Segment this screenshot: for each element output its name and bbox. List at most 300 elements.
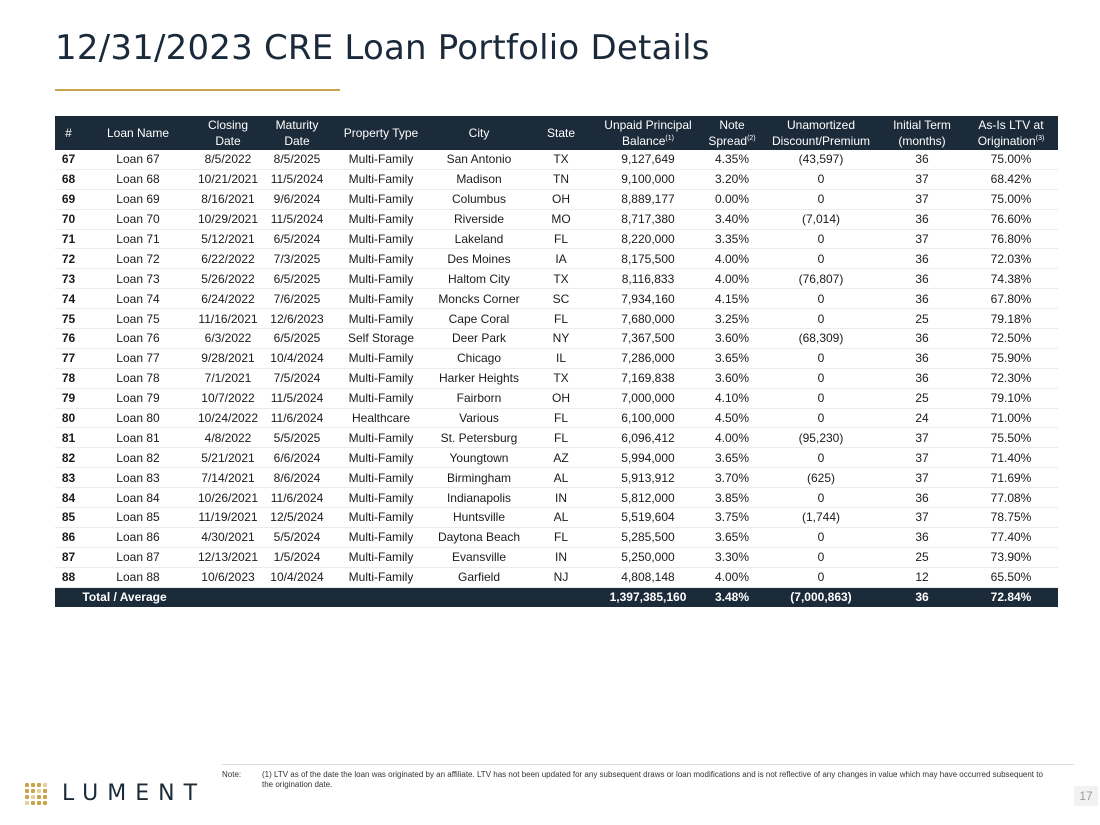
cell-discount-premium: 0 [762,229,880,249]
cell-state: SC [528,289,594,309]
cell-loan-name: Loan 67 [82,150,194,169]
cell-ltv: 72.50% [964,329,1058,349]
cell-unpaid-balance: 7,680,000 [594,309,702,329]
cell-state: MO [528,209,594,229]
cell-closing-date: 11/16/2021 [194,309,262,329]
cell-discount-premium: (43,597) [762,150,880,169]
total-row [55,587,1058,607]
cell-city: St. Petersburg [430,428,528,448]
cell-note-spread: 4.00% [702,249,762,269]
cell-closing-date: 6/22/2022 [194,249,262,269]
cell-unpaid-balance: 7,286,000 [594,348,702,368]
cell-state: TN [528,169,594,189]
cell-maturity-date: 10/4/2024 [262,567,332,587]
col-header-spread-line2: Spread [708,134,748,148]
cell-number: 75 [55,309,82,329]
col-header-disc-line2: Discount/Premium [771,134,871,148]
cell-maturity-date: 5/5/2024 [262,527,332,547]
cell-property-type: Multi-Family [332,428,430,448]
cell-discount-premium: 0 [762,169,880,189]
cell-closing-date: 8/5/2022 [194,150,262,169]
footnote-marker-1: (1) [665,135,674,142]
cell-initial-term: 25 [880,309,964,329]
logo-wordmark: LUMENT [62,781,207,806]
table-row [55,547,1058,567]
cell-unpaid-balance: 8,889,177 [594,189,702,209]
cell-loan-name: Loan 84 [82,488,194,508]
total-upb: 1,397,385,160 [594,587,702,607]
cell-number: 68 [55,169,82,189]
cell-maturity-date: 7/3/2025 [262,249,332,269]
cell-ltv: 77.08% [964,488,1058,508]
cell-number: 72 [55,249,82,269]
cell-maturity-date: 6/5/2025 [262,269,332,289]
col-header-ltv-line2: Origination [977,134,1036,148]
col-header-city: City [430,116,528,150]
cell-city: Huntsville [430,508,528,528]
total-label: Total / Average [55,587,194,607]
cell-ltv: 77.40% [964,527,1058,547]
cell-city: Riverside [430,209,528,229]
cell-unpaid-balance: 5,812,000 [594,488,702,508]
note-label: Note: [222,770,242,779]
footnote-marker-2: (2) [747,135,756,142]
cell-maturity-date: 11/6/2024 [262,408,332,428]
table-row [55,448,1058,468]
cell-discount-premium: (1,744) [762,508,880,528]
cell-ltv: 76.60% [964,209,1058,229]
cell-maturity-date: 7/5/2024 [262,368,332,388]
cell-discount-premium: 0 [762,348,880,368]
cell-city: Moncks Corner [430,289,528,309]
total-ltv: 72.84% [964,587,1058,607]
cell-note-spread: 4.00% [702,428,762,448]
cell-loan-name: Loan 73 [82,269,194,289]
cell-loan-name: Loan 78 [82,368,194,388]
cell-closing-date: 10/21/2021 [194,169,262,189]
table-row [55,150,1058,169]
cell-ltv: 78.75% [964,508,1058,528]
cell-discount-premium: 0 [762,309,880,329]
cell-initial-term: 36 [880,249,964,269]
cell-number: 80 [55,408,82,428]
total-term: 36 [880,587,964,607]
col-header-property-type: Property Type [332,116,430,150]
cell-number: 73 [55,269,82,289]
col-header-upb-line1: Unpaid Principal [604,118,692,132]
cell-city: Deer Park [430,329,528,349]
cell-note-spread: 3.35% [702,229,762,249]
cell-discount-premium: (76,807) [762,269,880,289]
col-header-closing-line1: Closing [207,118,249,132]
cell-unpaid-balance: 7,367,500 [594,329,702,349]
cell-state: IL [528,348,594,368]
cell-maturity-date: 11/5/2024 [262,209,332,229]
table-body [55,150,1058,587]
cell-note-spread: 3.60% [702,368,762,388]
col-header-ltv-line1: As-Is LTV at [978,118,1044,132]
cell-city: Cape Coral [430,309,528,329]
cell-ltv: 75.90% [964,348,1058,368]
cell-note-spread: 3.20% [702,169,762,189]
cell-initial-term: 36 [880,368,964,388]
cell-loan-name: Loan 75 [82,309,194,329]
cell-closing-date: 8/16/2021 [194,189,262,209]
cell-property-type: Multi-Family [332,527,430,547]
cell-unpaid-balance: 5,913,912 [594,468,702,488]
cell-city: Des Moines [430,249,528,269]
cell-number: 84 [55,488,82,508]
table-row [55,329,1058,349]
cell-number: 74 [55,289,82,309]
cell-property-type: Multi-Family [332,388,430,408]
col-header-unpaid-balance [594,116,702,150]
cell-state: OH [528,189,594,209]
cell-discount-premium: 0 [762,408,880,428]
cell-note-spread: 4.00% [702,269,762,289]
cell-discount-premium: 0 [762,448,880,468]
cell-city: Indianapolis [430,488,528,508]
cell-closing-date: 10/7/2022 [194,388,262,408]
cell-loan-name: Loan 71 [82,229,194,249]
cell-initial-term: 36 [880,488,964,508]
cell-maturity-date: 8/6/2024 [262,468,332,488]
cell-loan-name: Loan 69 [82,189,194,209]
cell-initial-term: 37 [880,428,964,448]
cell-maturity-date: 1/5/2024 [262,547,332,567]
col-header-disc-line1: Unamortized [786,118,856,132]
cell-property-type: Multi-Family [332,567,430,587]
cell-ltv: 79.18% [964,309,1058,329]
col-header-maturity-date [262,116,332,150]
cell-loan-name: Loan 81 [82,428,194,448]
cell-loan-name: Loan 76 [82,329,194,349]
table-row [55,508,1058,528]
total-spacer [194,587,594,607]
cell-loan-name: Loan 85 [82,508,194,528]
cell-closing-date: 11/19/2021 [194,508,262,528]
cell-property-type: Multi-Family [332,368,430,388]
footer-divider [222,764,1074,765]
cell-initial-term: 25 [880,547,964,567]
cell-city: Lakeland [430,229,528,249]
cell-initial-term: 37 [880,508,964,528]
cell-note-spread: 3.60% [702,329,762,349]
cell-note-spread: 3.65% [702,348,762,368]
cell-city: Fairborn [430,388,528,408]
cell-property-type: Multi-Family [332,488,430,508]
cell-note-spread: 3.40% [702,209,762,229]
col-header-term-line2: (months) [898,134,946,148]
cell-unpaid-balance: 4,808,148 [594,567,702,587]
footnote-marker-3: (3) [1035,135,1045,142]
col-header-closing-line2: Date [215,134,241,148]
cell-note-spread: 3.85% [702,488,762,508]
cell-discount-premium: 0 [762,388,880,408]
cell-loan-name: Loan 77 [82,348,194,368]
cell-maturity-date: 11/5/2024 [262,169,332,189]
cell-state: IA [528,249,594,269]
cell-loan-name: Loan 79 [82,388,194,408]
cell-ltv: 72.03% [964,249,1058,269]
cell-state: AL [528,468,594,488]
cell-state: NY [528,329,594,349]
cell-loan-name: Loan 80 [82,408,194,428]
cell-property-type: Multi-Family [332,309,430,329]
cell-loan-name: Loan 88 [82,567,194,587]
cell-unpaid-balance: 8,717,380 [594,209,702,229]
cell-note-spread: 4.00% [702,567,762,587]
cell-loan-name: Loan 68 [82,169,194,189]
cell-number: 69 [55,189,82,209]
total-discount: (7,000,863) [762,587,880,607]
cell-note-spread: 4.15% [702,289,762,309]
cell-property-type: Multi-Family [332,150,430,169]
table-row [55,289,1058,309]
cell-ltv: 71.69% [964,468,1058,488]
cell-city: San Antonio [430,150,528,169]
cell-closing-date: 5/21/2021 [194,448,262,468]
cell-city: Columbus [430,189,528,209]
cell-city: Madison [430,169,528,189]
table-row [55,189,1058,209]
cell-number: 70 [55,209,82,229]
cell-note-spread: 4.35% [702,150,762,169]
table-row [55,488,1058,508]
table-row [55,348,1058,368]
col-header-loan-name: Loan Name [82,116,194,150]
cell-number: 87 [55,547,82,567]
cell-city: Haltom City [430,269,528,289]
cell-state: TX [528,368,594,388]
cell-property-type: Multi-Family [332,209,430,229]
cell-number: 82 [55,448,82,468]
cell-closing-date: 12/13/2021 [194,547,262,567]
col-header-discount-premium [762,116,880,150]
col-header-closing-date [194,116,262,150]
cell-closing-date: 10/26/2021 [194,488,262,508]
cell-initial-term: 36 [880,527,964,547]
cell-property-type: Self Storage [332,329,430,349]
table-row [55,209,1058,229]
cell-closing-date: 6/24/2022 [194,289,262,309]
cell-city: Various [430,408,528,428]
cell-property-type: Multi-Family [332,249,430,269]
cell-initial-term: 37 [880,448,964,468]
cell-closing-date: 7/14/2021 [194,468,262,488]
cell-unpaid-balance: 8,116,833 [594,269,702,289]
cell-state: TX [528,269,594,289]
table-row [55,388,1058,408]
cell-property-type: Multi-Family [332,269,430,289]
cell-discount-premium: (95,230) [762,428,880,448]
cell-number: 85 [55,508,82,528]
cell-loan-name: Loan 86 [82,527,194,547]
cell-initial-term: 36 [880,150,964,169]
loan-portfolio-table [55,116,1058,607]
note-text: (1) LTV as of the date the loan was originated by an affiliate. LTV has not been updated for any subsequent draws or loan modifications and is not reflective of any changes in value which may have occurred subsequent to the origination date. [262,770,1043,789]
cell-ltv: 75.00% [964,150,1058,169]
cell-number: 83 [55,468,82,488]
cell-discount-premium: 0 [762,547,880,567]
cell-property-type: Multi-Family [332,169,430,189]
cell-note-spread: 4.50% [702,408,762,428]
cell-property-type: Multi-Family [332,289,430,309]
table-row [55,368,1058,388]
cell-initial-term: 37 [880,229,964,249]
cell-state: NJ [528,567,594,587]
cell-unpaid-balance: 8,175,500 [594,249,702,269]
cell-loan-name: Loan 70 [82,209,194,229]
cell-unpaid-balance: 6,100,000 [594,408,702,428]
cell-loan-name: Loan 87 [82,547,194,567]
col-header-state: State [528,116,594,150]
table-row [55,169,1058,189]
table-row [55,408,1058,428]
cell-state: FL [528,428,594,448]
cell-discount-premium: 0 [762,527,880,547]
cell-closing-date: 10/29/2021 [194,209,262,229]
cell-maturity-date: 10/4/2024 [262,348,332,368]
cell-loan-name: Loan 82 [82,448,194,468]
cell-state: IN [528,488,594,508]
cell-initial-term: 36 [880,209,964,229]
cell-note-spread: 3.75% [702,508,762,528]
title-underline [55,89,340,91]
cell-initial-term: 36 [880,329,964,349]
total-spread: 3.48% [702,587,762,607]
cell-number: 86 [55,527,82,547]
cell-ltv: 76.80% [964,229,1058,249]
cell-property-type: Multi-Family [332,547,430,567]
cell-initial-term: 36 [880,348,964,368]
cell-maturity-date: 7/6/2025 [262,289,332,309]
cell-number: 78 [55,368,82,388]
cell-unpaid-balance: 6,096,412 [594,428,702,448]
cell-note-spread: 3.30% [702,547,762,567]
cell-maturity-date: 9/6/2024 [262,189,332,209]
col-header-maturity-line1: Maturity [275,118,319,132]
cell-unpaid-balance: 5,519,604 [594,508,702,528]
cell-ltv: 67.80% [964,289,1058,309]
cell-property-type: Healthcare [332,408,430,428]
cell-ltv: 75.50% [964,428,1058,448]
cell-state: FL [528,527,594,547]
cell-discount-premium: 0 [762,249,880,269]
cell-closing-date: 6/3/2022 [194,329,262,349]
col-header-spread-line1: Note [719,118,745,132]
cell-initial-term: 37 [880,169,964,189]
page-number: 17 [1074,786,1098,806]
cell-maturity-date: 6/5/2024 [262,229,332,249]
col-header-number: # [55,116,82,150]
cell-unpaid-balance: 7,169,838 [594,368,702,388]
cell-discount-premium: 0 [762,368,880,388]
cell-state: TX [528,150,594,169]
cell-maturity-date: 5/5/2025 [262,428,332,448]
cell-ltv: 72.30% [964,368,1058,388]
cell-city: Evansville [430,547,528,567]
cell-discount-premium: 0 [762,189,880,209]
cell-number: 76 [55,329,82,349]
cell-state: FL [528,229,594,249]
cell-note-spread: 0.00% [702,189,762,209]
cell-state: FL [528,408,594,428]
cell-closing-date: 5/12/2021 [194,229,262,249]
cell-initial-term: 12 [880,567,964,587]
col-header-term-line1: Initial Term [893,118,951,132]
lument-logo [25,781,215,811]
cell-maturity-date: 12/6/2023 [262,309,332,329]
cell-discount-premium: 0 [762,567,880,587]
cell-closing-date: 10/6/2023 [194,567,262,587]
cell-state: IN [528,547,594,567]
cell-note-spread: 3.65% [702,448,762,468]
cell-number: 81 [55,428,82,448]
col-header-ltv [964,116,1058,150]
cell-closing-date: 9/28/2021 [194,348,262,368]
cell-property-type: Multi-Family [332,229,430,249]
table-row [55,269,1058,289]
cell-unpaid-balance: 7,000,000 [594,388,702,408]
cell-initial-term: 37 [880,189,964,209]
table-row [55,567,1058,587]
col-header-upb-line2: Balance [622,134,666,148]
cell-loan-name: Loan 74 [82,289,194,309]
cell-closing-date: 10/24/2022 [194,408,262,428]
cell-ltv: 75.00% [964,189,1058,209]
cell-note-spread: 3.70% [702,468,762,488]
cell-property-type: Multi-Family [332,348,430,368]
cell-ltv: 71.40% [964,448,1058,468]
cell-city: Garfield [430,567,528,587]
cell-number: 88 [55,567,82,587]
cell-discount-premium: 0 [762,488,880,508]
cell-ltv: 74.38% [964,269,1058,289]
cell-note-spread: 4.10% [702,388,762,408]
table-row [55,527,1058,547]
page-title: 12/31/2023 CRE Loan Portfolio Details [55,28,710,68]
cell-closing-date: 4/8/2022 [194,428,262,448]
cell-initial-term: 36 [880,269,964,289]
cell-unpaid-balance: 5,994,000 [594,448,702,468]
cell-ltv: 71.00% [964,408,1058,428]
cell-discount-premium: (7,014) [762,209,880,229]
cell-unpaid-balance: 7,934,160 [594,289,702,309]
col-header-maturity-line2: Date [284,134,310,148]
cell-ltv: 68.42% [964,169,1058,189]
logo-mark-icon [25,783,47,805]
cell-maturity-date: 11/5/2024 [262,388,332,408]
cell-state: AZ [528,448,594,468]
cell-discount-premium: (625) [762,468,880,488]
cell-closing-date: 4/30/2021 [194,527,262,547]
cell-ltv: 79.10% [964,388,1058,408]
cell-number: 79 [55,388,82,408]
cell-note-spread: 3.65% [702,527,762,547]
table-row [55,428,1058,448]
cell-state: OH [528,388,594,408]
table-row [55,468,1058,488]
cell-ltv: 65.50% [964,567,1058,587]
cell-discount-premium: 0 [762,289,880,309]
cell-city: Youngtown [430,448,528,468]
cell-maturity-date: 6/6/2024 [262,448,332,468]
table-header-row [55,116,1058,150]
cell-initial-term: 37 [880,468,964,488]
cell-number: 71 [55,229,82,249]
cell-loan-name: Loan 72 [82,249,194,269]
